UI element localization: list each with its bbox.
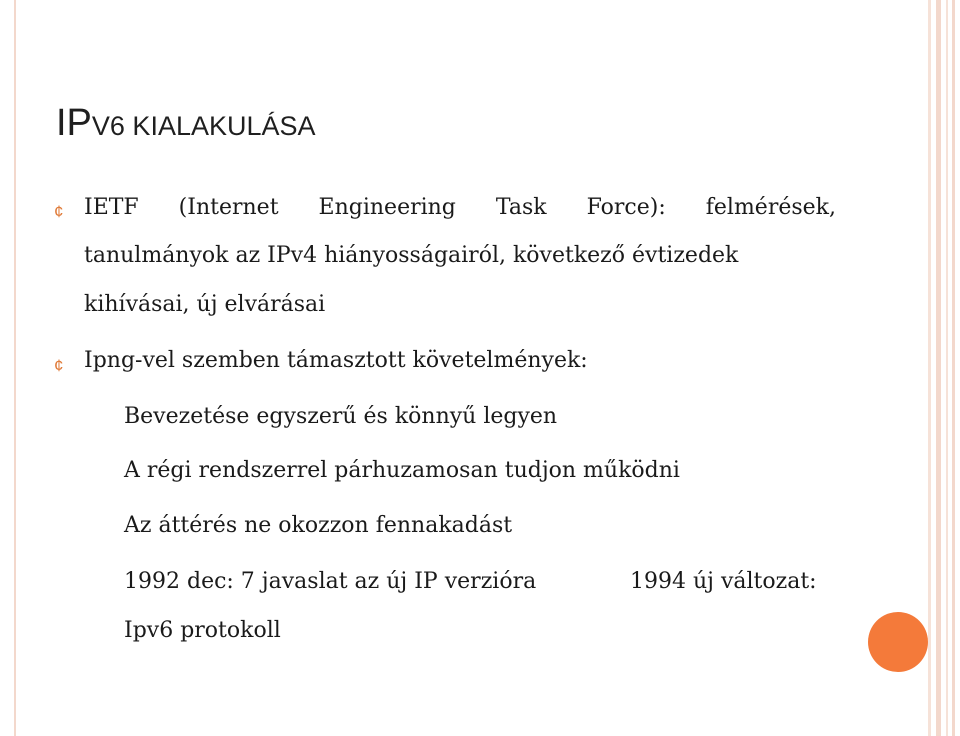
- timeline-1994: 1994 új változat:: [630, 569, 817, 594]
- bullet-2-line-1: Ipng-vel szemben támasztott követelmények:: [84, 348, 588, 373]
- bullet-1-line-3: kihívásai, új elvárásai: [84, 292, 326, 317]
- right-border-line: [936, 0, 941, 736]
- left-border-line: [14, 0, 16, 736]
- right-border-line: [946, 0, 948, 736]
- timeline-1992: 1992 dec: 7 javaslat az új IP verzióra: [124, 569, 537, 594]
- right-border-line: [952, 0, 955, 736]
- slide-title: [56, 104, 316, 142]
- decorative-orange-circle: [868, 612, 928, 672]
- bullet-1-line-1: IETF (Internet Engineering Task Force): felmérések,: [84, 195, 836, 220]
- bullet-1-line-2: tanulmányok az IPv4 hiányosságairól, következő évtizedek: [84, 243, 739, 268]
- title-part-ip: IP: [56, 102, 92, 144]
- subitem-2: A régi rendszerrel párhuzamosan tudjon működni: [124, 458, 680, 483]
- subitem-1: Bevezetése egyszerű és könnyű legyen: [124, 404, 558, 429]
- bullet-icon: ¢: [54, 356, 64, 375]
- timeline-ipv6: Ipv6 protokoll: [124, 618, 281, 643]
- title-part-rest: V6 KIALAKULÁSA: [91, 111, 316, 141]
- right-border-line: [928, 0, 931, 736]
- bullet-icon: ¢: [54, 202, 64, 221]
- subitem-3: Az áttérés ne okozzon fennakadást: [124, 513, 513, 538]
